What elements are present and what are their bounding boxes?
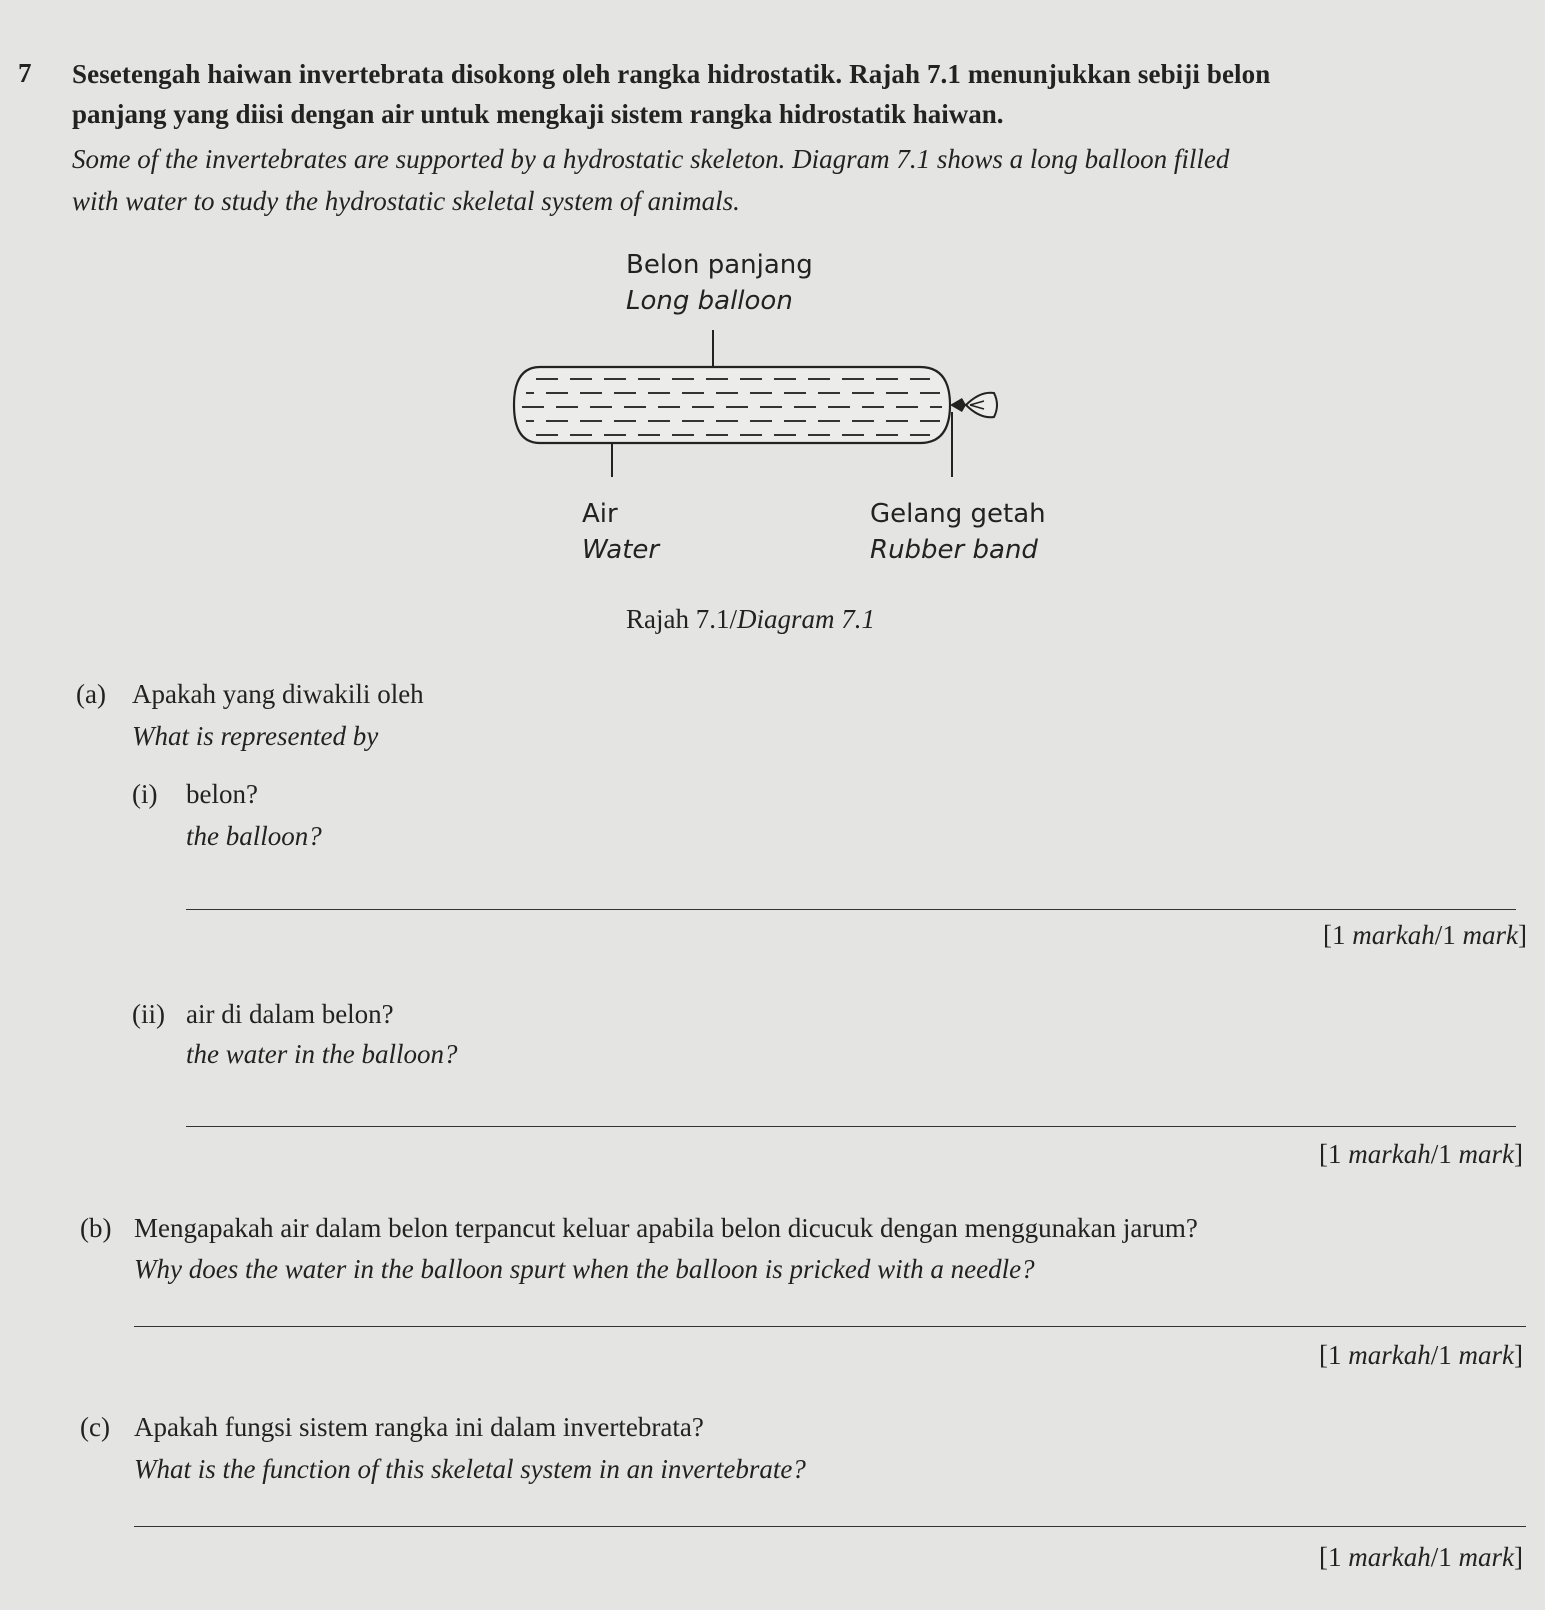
marks-a-ii: [1 markah/1 mark] [1318,1139,1523,1169]
part-a-ii-english: the water in the balloon? [186,1039,458,1069]
label-rubber-band-malay: Gelang getah [870,499,1046,529]
intro-malay-line-2: panjang yang diisi dengan air untuk mengkaji sistem rangka hidrostatik haiwan. [72,99,1004,129]
intro-malay-line-1: Sesetengah haiwan invertebrata disokong oleh rangka hidrostatik. Rajah 7.1 menunjukkan sebiji belon [72,59,1271,89]
label-water-english: Water [582,535,660,565]
answer-line-c[interactable] [134,1526,1526,1527]
balloon-diagram [500,325,1020,495]
diagram-caption-english: Diagram 7.1 [736,604,875,634]
intro-english-line-1: Some of the invertebrates are supported by a hydrostatic skeleton. Diagram 7.1 shows a long balloon filled [72,144,1230,174]
diagram-caption-malay: Rajah 7.1/ [626,604,737,634]
answer-line-a-i[interactable] [186,909,1516,910]
part-b-prompt-malay: Mengapakah air dalam belon terpancut keluar apabila belon dicucuk dengan menggunakan jarum? [134,1213,1198,1243]
part-a-i-malay: belon? [186,779,258,809]
label-rubber-band-english: Rubber band [870,535,1038,565]
marks-c: [1 markah/1 mark] [1318,1542,1523,1572]
label-water-malay: Air [582,499,618,529]
answer-line-b[interactable] [134,1326,1526,1327]
answer-line-a-ii[interactable] [186,1126,1516,1127]
part-c-prompt-malay: Apakah fungsi sistem rangka ini dalam invertebrata? [134,1412,704,1442]
part-a-prompt-english: What is represented by [132,721,379,751]
part-a-i-english: the balloon? [186,821,322,851]
intro-english-line-2: with water to study the hydrostatic skeletal system of animals. [72,186,740,216]
marks-a-i: [1 markah/1 mark] [1322,920,1527,950]
part-a-prompt-malay: Apakah yang diwakili oleh [132,679,424,709]
label-balloon-malay: Belon panjang [626,250,813,280]
question-number: 7 [18,58,32,88]
label-balloon-english: Long balloon [626,286,793,316]
marks-b: [1 markah/1 mark] [1318,1340,1523,1370]
part-a-ii-malay: air di dalam belon? [186,999,394,1029]
part-a-ii-label: (ii) [132,999,165,1029]
part-c-label: (c) [80,1412,110,1442]
part-a-i-label: (i) [132,779,158,809]
rubber-band-knot [950,398,966,412]
part-c-prompt-english: What is the function of this skeletal system in an invertebrate? [134,1454,806,1484]
diagram-caption [626,603,875,635]
part-b-label: (b) [80,1213,112,1243]
part-b-prompt-english: Why does the water in the balloon spurt when the balloon is pricked with a needle? [134,1254,1035,1284]
part-a-label: (a) [76,679,106,709]
